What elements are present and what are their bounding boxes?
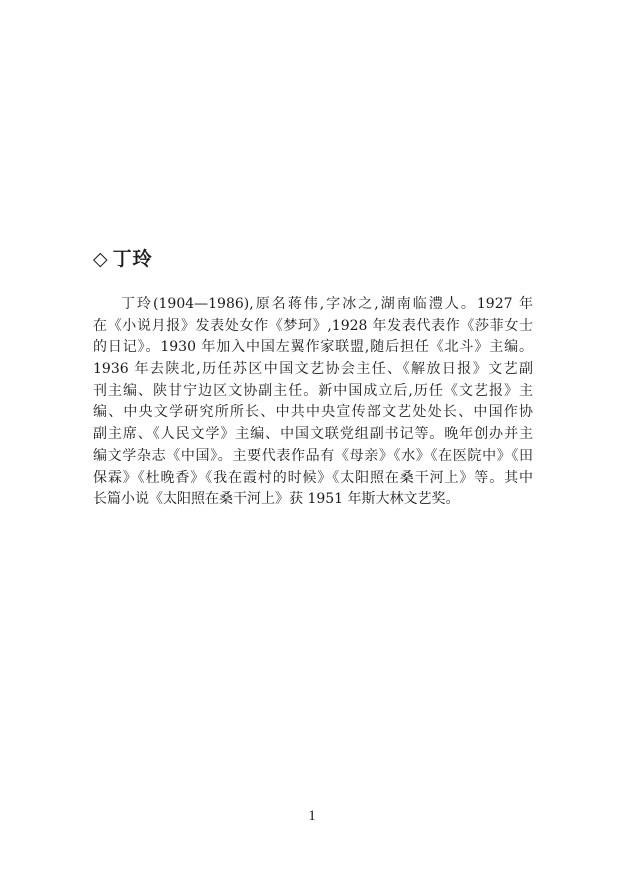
text-line: 在《小说月报》发表处女作《梦珂》,1928 年发表代表作《莎菲女士 bbox=[93, 317, 533, 334]
text-line: 1936 年去陕北,历任苏区中国文艺协会主任、《解放日报》文艺副 bbox=[93, 361, 533, 378]
page-number: 1 bbox=[308, 808, 316, 824]
text-line: 长篇小说《太阳照在桑干河上》获 1951 年斯大林文艺奖。 bbox=[93, 491, 460, 508]
section-heading bbox=[93, 246, 153, 272]
text-line: 编文学杂志《中国》。主要代表作品有《母亲》《水》《在医院中》《田 bbox=[93, 447, 533, 464]
text-line: 的日记》。1930 年加入中国左翼作家联盟,随后担任《北斗》主编。 bbox=[93, 339, 533, 356]
text-line: 刊主编、陕甘宁边区文协副主任。新中国成立后,历任《文艺报》主 bbox=[93, 382, 533, 399]
text-line: 编、中央文学研究所所长、中共中央宣传部文艺处处长、中国作协 bbox=[93, 404, 533, 421]
text-line: 保霖》《杜晚香》《我在霞村的时候》《太阳照在桑干河上》等。其中 bbox=[93, 469, 533, 486]
biography-paragraph bbox=[93, 294, 533, 511]
section-title: 丁玲 bbox=[112, 248, 153, 270]
text-line: 副主席、《人民文学》主编、中国文联党组副书记等。晚年创办并主 bbox=[93, 426, 533, 443]
diamond-icon: ◇ bbox=[93, 248, 109, 270]
text-line: 丁玲(1904—1986),原名蒋伟,字冰之,湖南临澧人。1927 年 bbox=[121, 296, 533, 312]
